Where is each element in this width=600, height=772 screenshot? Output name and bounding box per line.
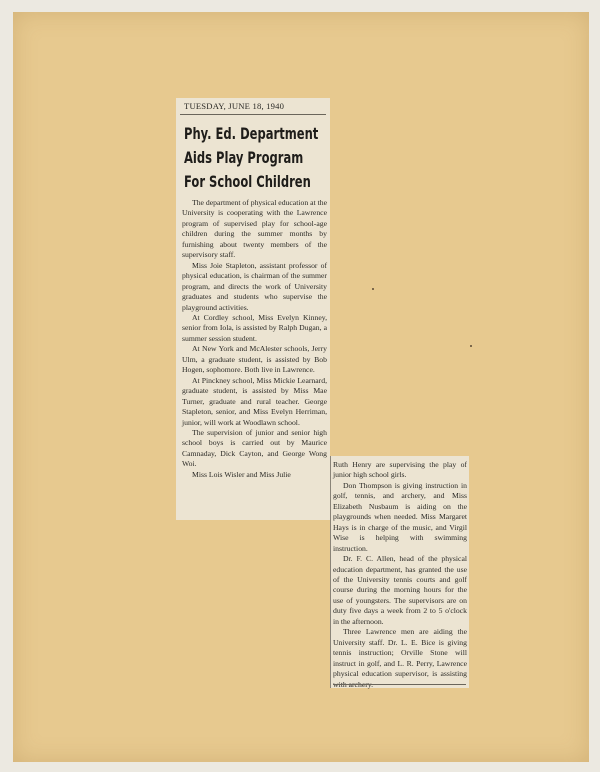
dateline: TUESDAY, JUNE 18, 1940 xyxy=(184,101,285,111)
paragraph: The supervision of junior and senior high school boys is carried out by Maurice Camnaday, Dick Cayton, and George Wong Woi. xyxy=(182,427,327,469)
paragraph: Don Thompson is giving instruction in golf, tennis, and archery, and Miss Elizabeth Nusbaum is aiding on the playgrounds when needed. Miss Margaret Hays is in charge of the music, and Virgil Wise is helping with swimming instruction. xyxy=(333,480,467,553)
paragraph: The department of physical education at the University is cooperating with the Lawrence program of supervised play for school-age children during the summer months by furnishing about twenty members of the supervisory staff. xyxy=(182,198,327,260)
headline-line-3: For School Children xyxy=(184,173,311,191)
end-rule xyxy=(333,684,466,685)
newspaper-clipping-part-2 xyxy=(330,456,469,688)
article-column-1 xyxy=(182,198,327,480)
headline-line-2: Aids Play Program xyxy=(184,149,304,167)
paragraph: Three Lawrence men are aiding the University staff. Dr. L. E. Bice is giving tennis instruction; Orville Stone will instruct in golf, and L. R. Perry, Lawrence physical education supervisor, is assisting with archery. xyxy=(333,627,467,689)
paragraph: Ruth Henry are supervising the play of junior high school girls. xyxy=(333,460,467,480)
column-divider xyxy=(330,456,331,688)
article-column-2 xyxy=(333,460,467,690)
paragraph: At New York and McAlester schools, Jerry Ulm, a graduate student, is assisted by Bob Hogen, sophomore. Both live in Lawrence. xyxy=(182,344,327,375)
paper-speck xyxy=(372,288,374,290)
headline-line-1: Phy. Ed. Department xyxy=(184,125,319,143)
paragraph: Miss Lois Wisler and Miss Julie xyxy=(192,469,291,479)
paper-speck xyxy=(470,345,472,347)
paragraph: At Pinckney school, Miss Mickie Learnard, graduate student, is assisted by Miss Mae Turner, graduate and rural teacher. George Stapleton, senior, and Miss Evelyn Herriman, junior, will work at Woodlawn school. xyxy=(182,375,327,427)
dateline-rule xyxy=(180,114,326,115)
headline xyxy=(184,122,319,194)
paragraph: At Cordley school, Miss Evelyn Kinney, senior from Iola, is assisted by Ralph Dugan, a summer session student. xyxy=(182,312,327,343)
paragraph: Dr. F. C. Allen, head of the physical education department, has granted the use of the University tennis courts and golf course during the morning hours for the use of youngsters. The supervisors are on duty five days a week from 2 to 5 o'clock in the afternoon. xyxy=(333,554,467,626)
newspaper-clipping-part-1 xyxy=(176,98,330,520)
paragraph: Miss Joie Stapleton, assistant professor of physical education, is chairman of the summer program, and directs the work of University graduates and students who supervise the playground activities. xyxy=(182,260,327,312)
